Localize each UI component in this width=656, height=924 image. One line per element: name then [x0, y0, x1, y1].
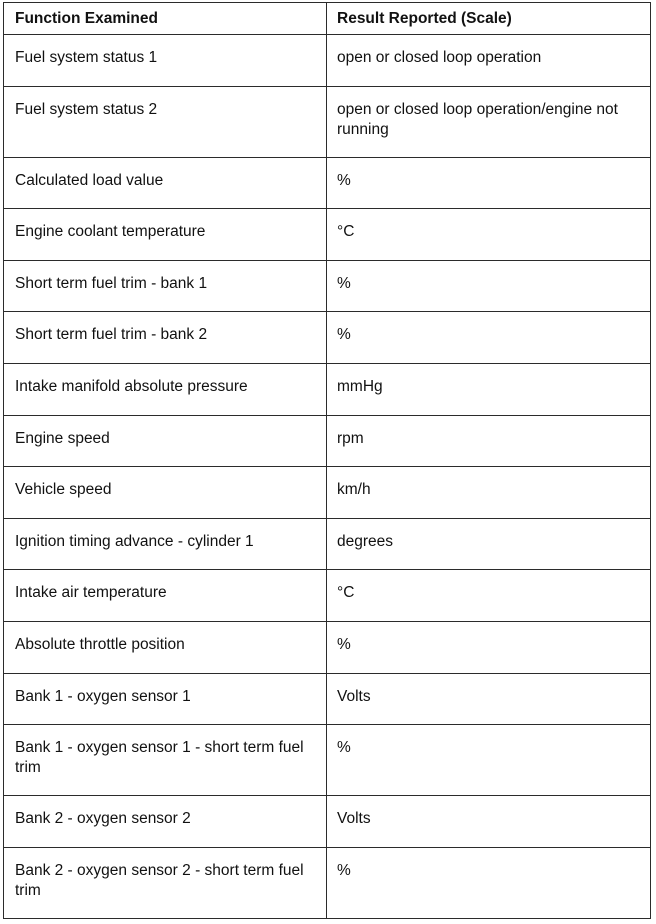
function-cell: Absolute throttle position: [4, 621, 327, 673]
table-header: [4, 3, 651, 35]
result-cell: degrees: [327, 518, 651, 570]
function-cell: Fuel system status 2: [4, 86, 327, 157]
table-row: [4, 209, 651, 261]
table-row: [4, 467, 651, 519]
function-cell: Short term fuel trim - bank 2: [4, 312, 327, 364]
function-cell: Fuel system status 1: [4, 35, 327, 87]
result-cell: km/h: [327, 467, 651, 519]
result-cell: Volts: [327, 796, 651, 848]
result-cell: open or closed loop operation/engine not running: [327, 86, 651, 157]
result-cell: °C: [327, 209, 651, 261]
function-cell: Bank 1 - oxygen sensor 1 - short term fuel trim: [4, 725, 327, 796]
function-cell: Bank 2 - oxygen sensor 2: [4, 796, 327, 848]
header-row: [4, 3, 651, 35]
result-cell: mmHg: [327, 363, 651, 415]
table-row: [4, 621, 651, 673]
result-cell: °C: [327, 570, 651, 622]
table-row: [4, 86, 651, 157]
table-body: [4, 35, 651, 919]
result-cell: Volts: [327, 673, 651, 725]
function-cell: Engine coolant temperature: [4, 209, 327, 261]
table-row: [4, 415, 651, 467]
table-row: [4, 796, 651, 848]
function-cell: Vehicle speed: [4, 467, 327, 519]
result-cell: rpm: [327, 415, 651, 467]
function-cell: Intake air temperature: [4, 570, 327, 622]
function-cell: Bank 2 - oxygen sensor 2 - short term fuel trim: [4, 847, 327, 918]
table-row: [4, 518, 651, 570]
function-cell: Short term fuel trim - bank 1: [4, 260, 327, 312]
result-cell: %: [327, 312, 651, 364]
table-row: [4, 312, 651, 364]
table-row: [4, 35, 651, 87]
obd-function-table: [3, 2, 651, 919]
table-row: [4, 157, 651, 209]
function-cell: Engine speed: [4, 415, 327, 467]
result-cell: %: [327, 725, 651, 796]
table-row: [4, 725, 651, 796]
table-row: [4, 363, 651, 415]
function-cell: Intake manifold absolute pressure: [4, 363, 327, 415]
table-row: [4, 570, 651, 622]
result-cell: %: [327, 621, 651, 673]
function-cell: Ignition timing advance - cylinder 1: [4, 518, 327, 570]
result-cell: %: [327, 847, 651, 918]
result-cell: open or closed loop operation: [327, 35, 651, 87]
function-cell: Bank 1 - oxygen sensor 1: [4, 673, 327, 725]
result-cell: %: [327, 260, 651, 312]
result-cell: %: [327, 157, 651, 209]
header-result-reported: Result Reported (Scale): [327, 3, 651, 35]
function-cell: Calculated load value: [4, 157, 327, 209]
table-row: [4, 260, 651, 312]
table-row: [4, 673, 651, 725]
table-row: [4, 847, 651, 918]
header-function-examined: Function Examined: [4, 3, 327, 35]
